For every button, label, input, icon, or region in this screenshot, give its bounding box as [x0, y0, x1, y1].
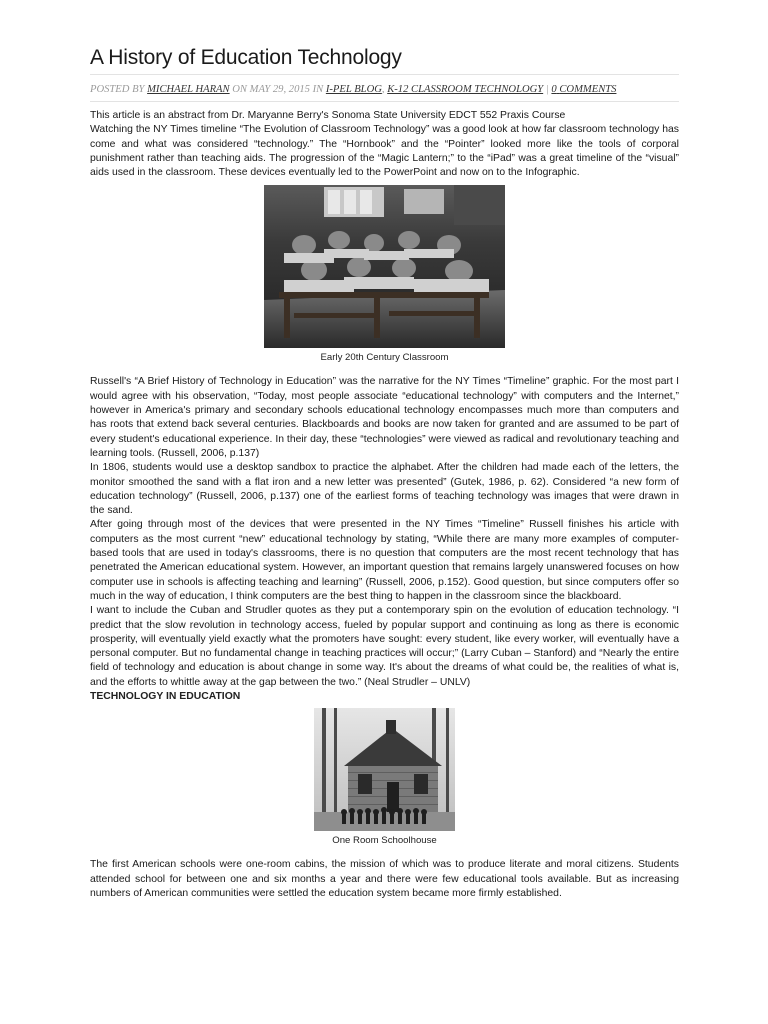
post-meta — [90, 75, 679, 102]
figure-classroom — [90, 185, 679, 363]
paragraph-cuban-strudler: I want to include the Cuban and Strudler quotes as they put a contemporary spin on the evolution of education technology. “I predict that the slow revolution in technology access, fueled by popular support and continuing as long as there is economic prosperity, will eventually yield exactly what the promoters have sought: every student, like every worker, will eventually have a personal computer. But no fundamental change in teaching practices will occur;” (Larry Cuban – Stanford) and “Nearly the entire field of technology and education is about change in some way. It's about the dreams of what could be, the realities of what is, and the efforts to whittle away at the gap between the two.” (Neal Strudler – UNLV) — [90, 605, 679, 688]
classroom-photo — [264, 185, 505, 348]
section-heading: TECHNOLOGY IN EDUCATION — [90, 691, 241, 703]
article — [90, 46, 679, 901]
category-link-ipel-blog[interactable]: I-PEL BLOG — [325, 84, 382, 95]
paragraph-one-room: The first American schools were one-room cabins, the mission of which was to produce literate and moral citizens. Students attended school for between one and six months a year and there were few educational tools available. But as increasing numbers of American communities were settled the education system became more firmly established. — [90, 859, 679, 899]
post-date: ON MAY 29, 2015 IN — [232, 84, 324, 95]
paragraph-timeline: After going through most of the devices that were presented in the NY Times “Timeline” Russell finishes his article with computers as the most current “new” educational technology by stating, “While there are many more examples of computer-based tools that are used in today's classrooms, there is no question that computers are the most recent technology that has penetrated the American educational system. However, an important question that remains largely unanswered focuses on how computer use in schools is affecting teaching and learning” (Russell, 2006, p.152). Good question, but since computers offer so much in the way of education, I think computers are the best thing to happen in the classroom since the blackboard. — [90, 519, 679, 602]
intro-paragraph: Watching the NY Times timeline “The Evolution of Classroom Technology” was a good look at how far classroom technology has come and what was considered “technology.” The “Hornbook” and the “Pointer” looked more like the tools of corporal punishment rather than teaching aids. The progression of the “Magic Lantern;” to the “iPad” was a great timeline of the “visual” aids used in the classroom. These devices eventually led to the PowerPoint and now on to the Infographic. — [90, 124, 679, 179]
comments-link[interactable] — [551, 84, 616, 95]
figure-schoolhouse — [90, 708, 679, 846]
category-link-k12[interactable]: K-12 CLASSROOM TECHNOLOGY — [387, 84, 544, 95]
intro-line-1: This article is an abstract from Dr. Maryanne Berry's Sonoma State University EDCT 552 Praxis Course — [90, 110, 566, 121]
posted-by-label: POSTED BY — [90, 84, 145, 95]
paragraph-1806: In 1806, students would use a desktop sandbox to practice the alphabet. After the children had made each of the letters, the monitor smoothed the sand with a flat iron and a new letter was presented” (Gutek, 1986, p. 62). Considered “a new form of education technology” (Russell, 2006, p.137) one of the earliest forms of teaching technology was images that were drawn in the sand. — [90, 462, 679, 517]
comments-label: COMMENTS — [559, 84, 617, 95]
schoolhouse-photo — [314, 708, 455, 831]
author-link[interactable]: MICHAEL HARAN — [147, 84, 230, 95]
figure1-caption: Early 20th Century Classroom — [320, 352, 449, 364]
figure2-caption: One Room Schoolhouse — [332, 835, 437, 847]
paragraph-russell: Russell's “A Brief History of Technology in Education” was the narrative for the NY Times “Timeline” graphic. For the most part I would agree with his observation, “Today, most people associate “educational technology” with computers and the Internet,” however in America's primary and secondary schools educational technology encompasses much more than computers and has roots that extend back several centuries. Blackboards and books are now taken for granted and are assumed to be part of every student's educational experience. In their day, these “technologies” were viewed as radical and revolutionary teaching and learning tools. (Russell, 2006, p.137) — [90, 376, 679, 459]
meta-pipe: | — [545, 84, 549, 95]
meta-separator: , — [381, 84, 385, 95]
comments-count: 0 — [551, 84, 557, 95]
article-title: A History of Education Technology — [90, 46, 679, 75]
